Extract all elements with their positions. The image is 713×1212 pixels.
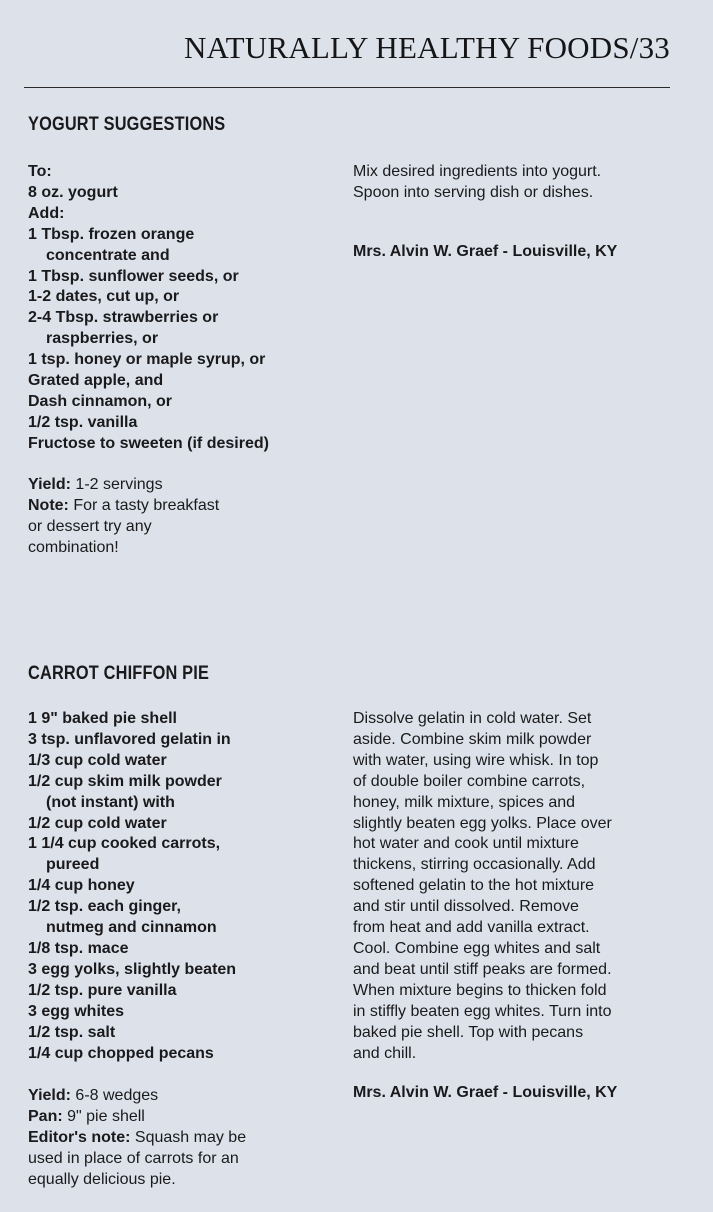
ingredient-line: 1 Tbsp. sunflower seeds, or [28, 267, 239, 285]
yield-line [28, 1086, 338, 1107]
yield-label: Yield: [28, 1087, 71, 1104]
yogurt-ingredients [28, 162, 338, 455]
note-label: Note: [28, 496, 69, 514]
ingredient-line: 1/2 cup cold water [28, 814, 167, 832]
ingredient-line: Add: [28, 204, 65, 222]
ingredient-line: 2-4 Tbsp. strawberries or [28, 309, 219, 327]
ingredient-line: Grated apple, and [28, 372, 164, 390]
ingredient-line: 3 tsp. unflavored gelatin in [28, 730, 231, 748]
direction-line: baked pie shell. Top with pecans [353, 1023, 584, 1041]
page-header: NATURALLY HEALTHY FOODS/33 [183, 30, 670, 65]
header-rule [24, 87, 670, 88]
pan-value: 9" pie shell [67, 1107, 145, 1125]
ingredient-line: 1 1/4 cup cooked carrots, [28, 835, 221, 853]
direction-line: Dissolve gelatin in cold water. Set [353, 710, 592, 727]
note-value: For a tasty breakfast [73, 496, 220, 514]
direction-line: thickens, stirring occasionally. Add [353, 856, 596, 874]
yield-label: Yield: [28, 476, 71, 493]
direction-line: softened gelatin to the hot mixture [353, 877, 595, 895]
ingredient-line: 1/2 tsp. each ginger, [28, 898, 181, 916]
direction-line: with water, using wire whisk. In top [353, 751, 599, 769]
ingredient-line: 1/2 cup skim milk powder [28, 772, 222, 790]
ingredient-line: 1-2 dates, cut up, or [28, 288, 180, 306]
yield-value: 6-8 wedges [75, 1087, 159, 1104]
ingredient-line: 3 egg whites [28, 1002, 125, 1020]
ingredient-line: 8 oz. yogurt [28, 183, 118, 201]
ingredient-line: 1 9" baked pie shell [28, 710, 177, 727]
direction-line: Spoon into serving dish or dishes. [353, 183, 594, 201]
direction-line: and stir until dissolved. Remove [353, 898, 579, 916]
direction-line: hot water and cook until mixture [353, 835, 579, 853]
ingredient-line: concentrate and [46, 246, 170, 264]
yogurt-credit: Mrs. Alvin W. Graef - Louisville, KY [353, 243, 618, 260]
yogurt-notes [28, 475, 338, 559]
direction-line: Cool. Combine egg whites and salt [353, 939, 601, 957]
yogurt-directions [353, 162, 683, 204]
ingredient-line: 1/2 tsp. vanilla [28, 413, 138, 431]
ingredient-line: 1/8 tsp. mace [28, 939, 129, 957]
pan-label: Pan: [28, 1107, 63, 1125]
carrot-title: CARROT CHIFFON PIE [28, 663, 210, 684]
carrot-credit: Mrs. Alvin W. Graef - Louisville, KY [353, 1084, 618, 1101]
editor-note-continuation: equally delicious pie. [28, 1170, 176, 1188]
editor-note-value: Squash may be [134, 1128, 247, 1146]
ingredient-line: 1/4 cup chopped pecans [28, 1044, 214, 1062]
editor-note-continuation: used in place of carrots for an [28, 1149, 239, 1167]
editor-note-label: Editor's note: [28, 1128, 131, 1146]
direction-line: aside. Combine skim milk powder [353, 730, 592, 748]
ingredient-line: 1/3 cup cold water [28, 751, 167, 769]
ingredient-line: To: [28, 163, 52, 180]
ingredient-line: nutmeg and cinnamon [46, 919, 217, 937]
direction-line: Mix desired ingredients into yogurt. [353, 163, 602, 180]
pan-line [28, 1107, 338, 1128]
note-continuation: or dessert try any [28, 517, 152, 535]
yogurt-title: YOGURT SUGGESTIONS [28, 114, 226, 135]
direction-line: honey, milk mixture, spices and [353, 793, 576, 811]
ingredient-line: 1/2 tsp. pure vanilla [28, 981, 177, 999]
direction-line: and chill. [353, 1044, 417, 1062]
editor-note-line [28, 1128, 338, 1149]
ingredient-line: 1 Tbsp. frozen orange [28, 225, 195, 243]
direction-line: in stiffly beaten egg whites. Turn into [353, 1002, 612, 1020]
note-continuation: combination! [28, 538, 119, 556]
ingredient-line: 1/4 cup honey [28, 877, 135, 895]
ingredient-line: Dash cinnamon, or [28, 392, 173, 410]
ingredient-line: 1 tsp. honey or maple syrup, or [28, 351, 266, 369]
direction-line: When mixture begins to thicken fold [353, 981, 607, 999]
ingredient-line: 3 egg yolks, slightly beaten [28, 960, 237, 978]
ingredient-line: 1/2 tsp. salt [28, 1023, 116, 1041]
ingredient-line: pureed [46, 856, 100, 874]
carrot-ingredients [28, 709, 338, 1064]
carrot-directions [353, 709, 683, 1064]
ingredient-line: raspberries, or [46, 330, 159, 348]
ingredient-line: Fructose to sweeten (if desired) [28, 434, 269, 452]
direction-line: slightly beaten egg yolks. Place over [353, 814, 612, 832]
carrot-notes [28, 1086, 338, 1191]
yield-line [28, 475, 338, 496]
direction-line: and beat until stiff peaks are formed. [353, 960, 612, 978]
direction-line: of double boiler combine carrots, [353, 772, 586, 790]
note-line [28, 496, 338, 517]
yield-value: 1-2 servings [75, 476, 163, 493]
direction-line: from heat and add vanilla extract. [353, 919, 590, 937]
ingredient-line: (not instant) with [46, 793, 175, 811]
